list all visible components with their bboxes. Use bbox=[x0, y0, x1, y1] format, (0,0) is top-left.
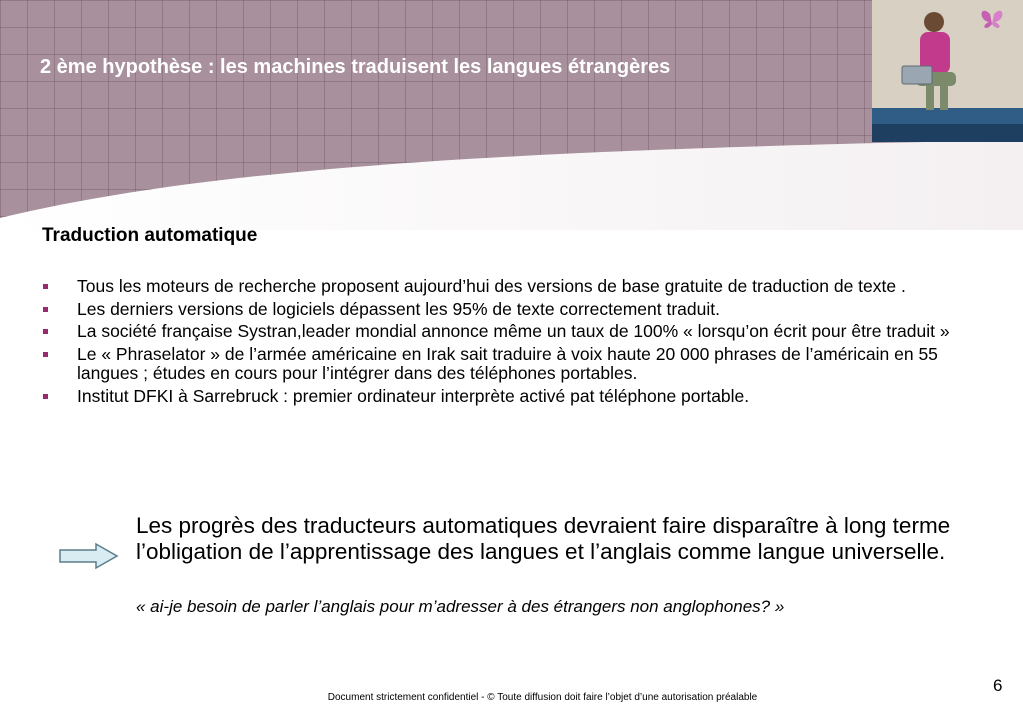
header-banner bbox=[0, 0, 1023, 230]
conclusion-text: Les progrès des traducteurs automatiques devraient faire disparaître à long terme l’obligation de l’apprentissage des langues et l’anglais comme langue universelle. bbox=[136, 513, 951, 564]
right-arrow-icon bbox=[58, 542, 120, 575]
list-item: Tous les moteurs de recherche proposent aujourd’hui des versions de base gratuite de traduction de texte . bbox=[40, 277, 970, 297]
bullet-marker-icon bbox=[43, 329, 48, 334]
page-number: 6 bbox=[993, 676, 1003, 695]
list-item: La société française Systran,leader mondial annonce même un taux de 100% « lorsqu’on écrit pour être traduit » bbox=[40, 322, 970, 342]
list-item: Institut DFKI à Sarrebruck : premier ordinateur interprète activé pat téléphone portable. bbox=[40, 387, 970, 407]
list-item: Les derniers versions de logiciels dépassent les 95% de texte correctement traduit. bbox=[40, 300, 970, 320]
bullet-marker-icon bbox=[43, 352, 48, 357]
bullet-list bbox=[40, 277, 970, 409]
bullet-marker-icon bbox=[43, 307, 48, 312]
confidentiality-footer: Document strictement confidentiel - © Toute diffusion doit faire l’objet d’une autorisation préalable bbox=[327, 692, 758, 703]
slide-title: 2 ème hypothèse : les machines traduisent les langues étrangères bbox=[40, 56, 671, 78]
list-item: Le « Phraselator » de l’armée américaine en Irak sait traduire à voix haute 20 000 phrases de l’américain en 55 langues ; études en cours pour l’intégrer dans des téléphones portables. bbox=[40, 345, 970, 384]
grid-background bbox=[0, 0, 1023, 230]
section-heading: Traduction automatique bbox=[42, 225, 258, 246]
bullet-marker-icon bbox=[43, 394, 48, 399]
woman-with-laptop-photo bbox=[872, 0, 1023, 142]
bullet-marker-icon bbox=[43, 284, 48, 289]
conclusion-quote: « ai-je besoin de parler l’anglais pour m’adresser à des étrangers non anglophones? » bbox=[136, 597, 785, 616]
